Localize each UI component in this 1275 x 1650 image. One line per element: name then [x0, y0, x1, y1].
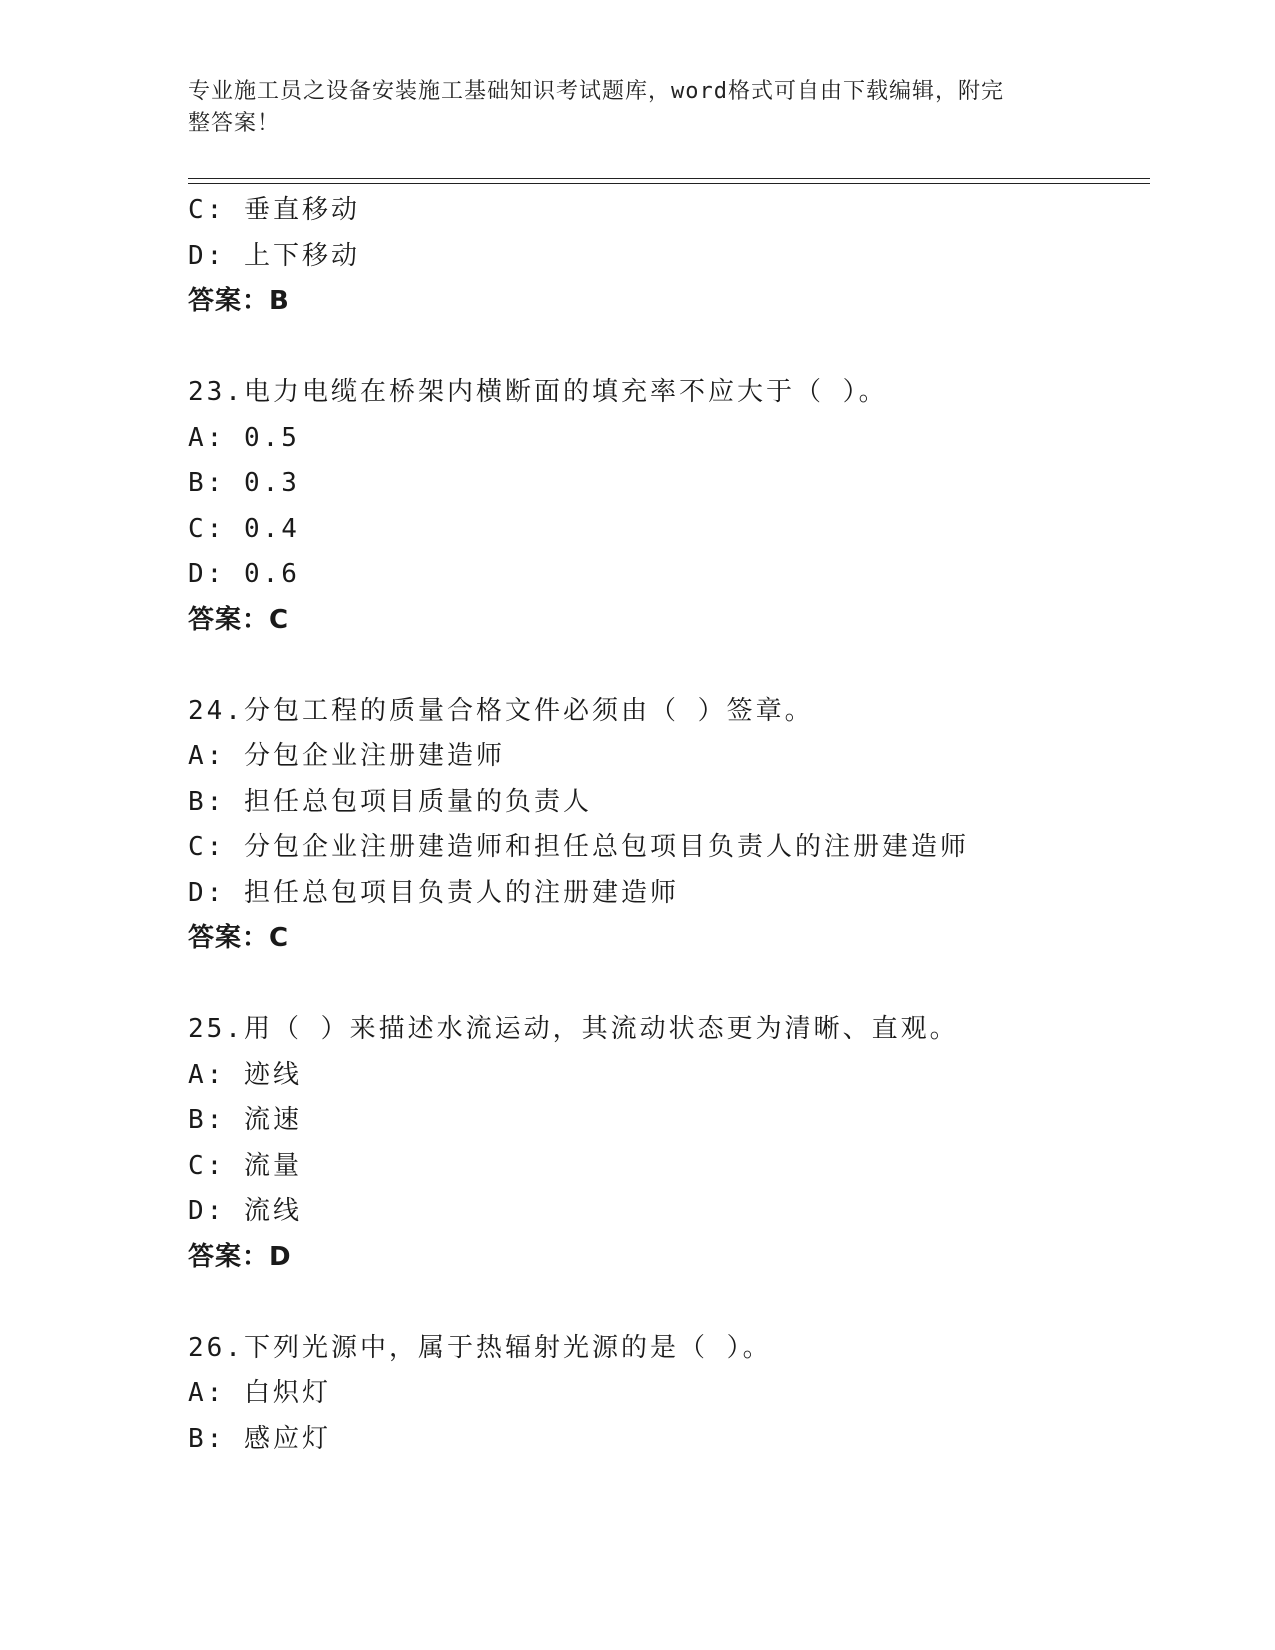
- answer-line: 答案：C: [188, 923, 290, 953]
- question-26: [188, 1326, 1148, 1463]
- answer-line: 答案：B: [188, 286, 290, 316]
- option-d: D: 流线: [188, 1196, 302, 1226]
- spacer: [188, 643, 1148, 689]
- header-divider-top: [188, 178, 1150, 179]
- option-d: D: 担任总包项目负责人的注册建造师: [188, 877, 679, 908]
- question-24: [188, 689, 1148, 962]
- option-c: C: 流量: [188, 1150, 302, 1181]
- question-stem: 23.电力电缆在桥架内横断面的填充率不应大于（ ）。: [188, 377, 888, 407]
- option-d: D: 0.6: [188, 559, 300, 589]
- option-c: C: 分包企业注册建造师和担任总包项目负责人的注册建造师: [188, 832, 969, 862]
- option-c: C: 垂直移动: [188, 195, 360, 225]
- question-stem: 25.用（ ）来描述水流运动，其流动状态更为清晰、直观。: [188, 1014, 959, 1044]
- option-a: A: 分包企业注册建造师: [188, 741, 505, 771]
- question-list: [188, 188, 1148, 1462]
- answer-line: 答案：D: [188, 1241, 292, 1272]
- option-b: B: 担任总包项目质量的负责人: [188, 786, 592, 817]
- option-c: C: 0.4: [188, 513, 300, 544]
- answer-line: 答案：C: [188, 604, 290, 635]
- option-a: A: 迹线: [188, 1059, 302, 1090]
- question-stem: 24.分包工程的质量合格文件必须由（ ）签章。: [188, 695, 814, 726]
- spacer: [188, 325, 1148, 371]
- spacer: [188, 962, 1148, 1008]
- option-a: A: 0.5: [188, 422, 300, 453]
- option-b: B: 流速: [188, 1105, 302, 1135]
- question-23: [188, 370, 1148, 643]
- option-d: D: 上下移动: [188, 240, 360, 271]
- question-25: [188, 1007, 1148, 1280]
- question-stem: 26.下列光源中，属于热辐射光源的是（ ）。: [188, 1332, 772, 1363]
- document-header: [188, 76, 1088, 140]
- option-b: B: 0.3: [188, 468, 300, 498]
- header-line-2: 整答案！: [188, 111, 281, 136]
- question-22-continuation: [188, 188, 1148, 325]
- header-line-1: 专业施工员之设备安装施工基础知识考试题库，word格式可自由下载编辑，附完: [188, 79, 1004, 104]
- header-divider-bottom: [188, 183, 1150, 184]
- spacer: [188, 1280, 1148, 1326]
- option-b: B: 感应灯: [188, 1423, 331, 1454]
- option-a: A: 白炽灯: [188, 1378, 331, 1408]
